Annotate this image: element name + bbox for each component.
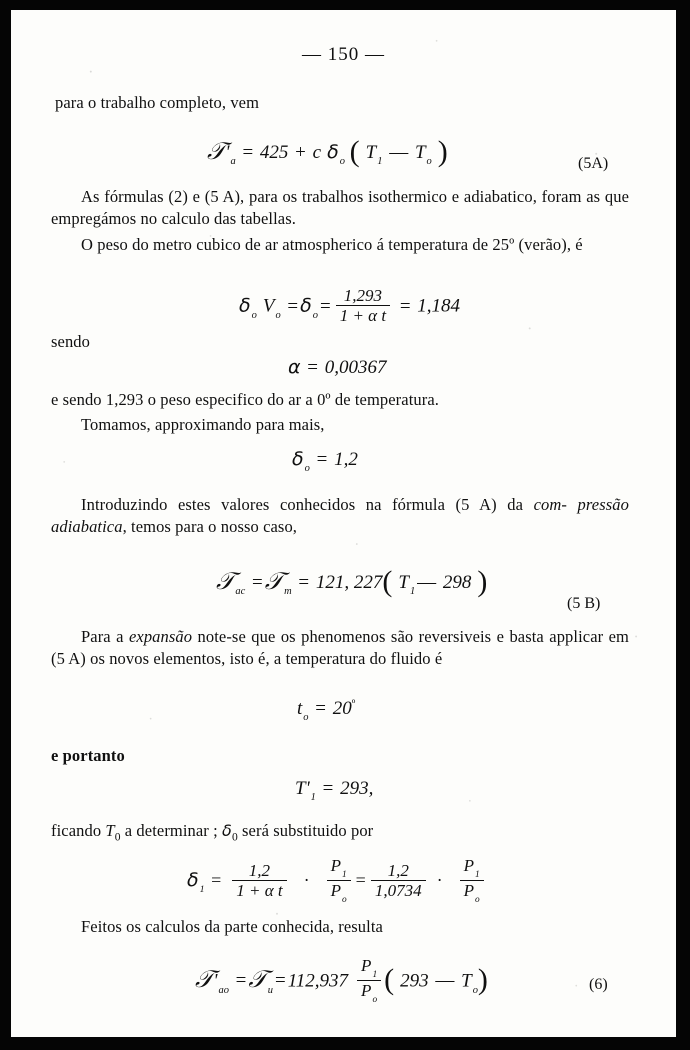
equation-t1-equals: = [322,778,334,799]
equation-alpha-value: 0,00367 [324,357,387,378]
equation-t0-subscript: o [303,712,309,724]
equation-alpha-lhs: α [288,356,301,378]
paragraph-feitos [51,916,629,938]
scanned-page [11,10,676,1037]
equation-6-num-subscript: 1 [372,969,378,980]
equation-6-den-p: P [361,980,372,1000]
equation-5a-equals: = [242,142,254,163]
equation-6 [195,958,488,1006]
paragraph-feitos-text: Feitos os calculos da parte conhecida, resulta [81,917,383,936]
equation-5b-paren-close: ) [477,565,488,598]
equation-delta-v-equals-2: = [319,295,331,317]
paragraph-formulas-line2: foram as que empregámos no calculo das tabellas. [51,187,629,228]
equation-5a-lhs-subscript: a [230,156,236,168]
equation-delta1-equals-2: = [355,870,366,891]
paragraph-introduzindo [51,494,629,537]
paragraph-ficando-text-b: a determinar ; [120,821,223,840]
paragraph-expansao-line2: applicar em (5 A) os novos elementos, isto é, a temperatura do fluido [51,627,629,668]
paragraph-intro [55,92,385,114]
equation-delta1-f4-num-p: P [463,856,474,875]
paragraph-intro-text: para o trabalho completo, vem [55,93,260,112]
equation-delta0-equals: = [316,449,328,470]
equation-5b-number: (5 B) [567,595,601,612]
equation-5a-t0-subscript: o [426,156,432,168]
equation-5b-equals-1: = [252,572,263,593]
equation-delta1-fraction-2 [327,857,351,905]
equation-6-mid-subscript: u [267,984,273,996]
equation-6-mid-symbol: 𝒯 [248,965,267,994]
paragraph-air-weight-line2: (verão), é [518,235,583,254]
paragraph-introduzindo-italic-1: com- [533,495,567,514]
equation-delta1-dot-2: · [436,870,443,891]
paragraph-e-portanto-text: e portanto [51,746,125,765]
equation-6-equals-2: = [274,970,286,992]
equation-5a-t0: T [414,142,426,163]
equation-t1-value: 293, [340,778,374,799]
equation-delta1-fraction-2-denominator [327,880,351,905]
paragraph-sendo-text: sendo [51,332,90,351]
equation-delta1-fraction-3 [371,862,426,900]
equation-delta-v-equals-3: = [399,295,411,317]
paragraph-sendo [51,331,251,353]
equation-5a-plus: + [295,142,306,163]
paragraph-e-portanto [51,745,301,767]
equation-6-den-subscript: o [372,994,378,1005]
equation-5a-delta-subscript: o [339,156,345,168]
equation-5a-c: c [312,142,322,163]
equation-delta-v-fraction [336,287,390,325]
equation-delta1-fraction-1 [232,862,286,900]
equation-6-lhs-subscript: ao [218,984,229,996]
equation-delta-v-v-subscript: o [275,310,281,322]
paragraph-ficando-delta: δ [222,821,232,840]
equation-5a-t1-subscript: 1 [377,156,383,168]
equation-t1-subscript: 1 [310,792,316,804]
equation-5b-coefficient: 121, 227 [315,572,383,593]
equation-t1 [295,778,373,803]
equation-delta0-subscript: o [304,463,310,475]
equation-5a-minus: — [389,142,409,163]
equation-t0 [297,698,355,723]
equation-5b [216,562,487,597]
paragraph-ficando-text-a: ficando [51,821,106,840]
paragraph-introduzindo-italic-2: pressão adiabatica [51,495,629,536]
paragraph-expansao-line3: é [434,648,443,668]
equation-delta1-f4-den-p: P [463,880,474,900]
paragraph-formulas-line1: As fórmulas (2) e (5 A), para os trabalhos isothermico e adiabatico, [81,187,537,206]
equation-5a [207,132,448,167]
equation-delta-v [239,288,460,326]
equation-delta0-value: 1,2 [334,449,358,470]
paragraph-introduzindo-line1: Introduzindo estes valores conhecidos na fórmula (5 A) da [81,495,534,514]
paragraph-air-weight [51,234,629,256]
equation-6-num-p: P [361,956,372,975]
paragraph-formulas [51,186,629,229]
equation-delta-v-equals-1: = [287,295,299,317]
equation-6-number: (6) [589,976,608,993]
equation-delta0-delta: δ [292,448,304,470]
equation-delta1-f2-num-subscript: 1 [341,869,347,880]
equation-6-coefficient: 112,937 [287,970,349,992]
paragraph-ficando-t-subscript: 0 [114,831,121,844]
equation-6-equals-1: = [235,970,247,992]
equation-t1-prime: ' [305,778,310,799]
equation-6-fraction-denominator [357,980,381,1005]
equation-5b-t1-subscript: 1 [409,586,416,598]
equation-delta-v-v: V [262,295,275,317]
equation-6-constant: 293 [400,970,429,992]
equation-delta1-f2-num-p: P [330,856,341,875]
equation-delta1-f4-den-subscript: o [474,894,480,905]
equation-5a-lhs-prime: ' [225,142,230,163]
page-content [11,10,676,1037]
equation-delta1-dot-1: · [303,870,310,891]
equation-5a-t1: T [365,142,377,163]
equation-delta1-f2-den-subscript: o [341,894,347,905]
equation-6-t0-subscript: o [472,984,478,996]
equation-delta1-equals-1: = [211,870,222,891]
equation-5b-lhs-symbol: 𝒯 [216,567,235,595]
equation-delta-v-fraction-numerator: 1,293 [343,286,383,305]
equation-5b-minus: — [417,572,437,593]
equation-delta-v-delta: δ [239,294,251,317]
equation-t0-value: 20 [332,698,352,719]
paragraph-expansao-text-b: note-se que os phenomenos são reversiveis e basta [192,627,544,646]
equation-t0-t: t [297,698,303,719]
paragraph-ficando [51,820,629,849]
equation-delta1-subscript: 1 [199,884,205,896]
paragraph-expansao [51,626,629,669]
equation-delta1-f4-num-subscript: 1 [474,869,480,880]
equation-alpha-equals: = [307,357,318,378]
equation-5b-paren-open: ( [382,565,393,598]
paragraph-tomamos-text: Tomamos, approximando para mais, [81,415,325,434]
equation-5b-mid-symbol: 𝒯 [264,567,284,595]
equation-t0-degree: º [351,698,356,711]
equation-5a-delta: δ [327,141,339,163]
page-number: — 150 — [302,44,385,65]
equation-delta1-fraction-4-denominator [460,880,484,905]
equation-5b-mid-subscript: m [284,586,292,598]
equation-delta0 [292,448,358,474]
equation-delta-v-delta-subscript: o [251,310,257,322]
paragraph-ficando-delta-subscript: 0 [231,831,238,844]
equation-t1-t: T [295,778,306,799]
equation-5a-paren-close: ) [437,135,448,168]
equation-delta1-fraction-4-numerator [460,857,484,880]
paragraph-introduzindo-line2: , temos para o nosso caso, [122,516,298,536]
equation-delta1-fraction-1-numerator: 1,2 [248,860,271,880]
paragraph-expansao-italic: expansão [128,627,193,646]
equation-delta1 [187,858,487,906]
equation-6-lhs-prime: ' [213,970,218,992]
equation-t0-equals: = [315,698,326,719]
equation-5b-t1: T [398,572,409,593]
equation-5a-constant: 425 [259,142,289,163]
equation-6-pressure-fraction [357,957,381,1005]
equation-delta-v-result: 1,184 [417,295,461,317]
equation-alpha [288,356,387,379]
equation-delta1-f2-den-p: P [330,880,341,900]
equation-6-paren-open: ( [384,963,395,997]
equation-6-t0: T [461,970,472,992]
equation-delta1-fraction-3-numerator: 1,2 [387,860,409,880]
equation-delta1-fraction-2-numerator [327,857,351,880]
equation-6-paren-close: ) [477,963,488,997]
paragraph-specific-weight-text: e sendo 1,293 o peso especifico do ar a 0º de temperatura. [51,390,439,409]
equation-5a-lhs-symbol: 𝒯 [207,137,226,165]
equation-5a-number: (5A) [578,155,609,172]
equation-delta-v-delta-2: δ [300,294,312,317]
equation-6-lhs-symbol: 𝒯 [195,965,214,994]
paragraph-specific-weight [51,389,629,411]
paragraph-ficando-t: T [105,821,115,840]
equation-delta1-fraction-1-denominator: 1 + α t [232,880,286,900]
equation-6-minus: — [435,970,455,992]
paragraph-air-weight-line1: O peso do metro cubico de ar atmospherico á temperatura de 25º [81,235,515,254]
equation-delta1-delta: δ [187,869,199,892]
equation-5b-constant: 298 [442,572,472,593]
equation-delta-v-delta-2-subscript: o [312,310,318,322]
equation-delta1-fraction-4 [460,857,484,905]
equation-5b-equals-2: = [298,572,310,593]
equation-5a-paren-open: ( [349,135,360,168]
equation-5b-lhs-subscript: ac [235,586,246,598]
paragraph-tomamos [51,414,629,436]
paragraph-ficando-text-c: será substituido por [237,821,374,840]
paragraph-expansao-text-a: Para a [81,627,129,646]
equation-6-fraction-numerator [357,957,381,980]
equation-delta-v-fraction-denominator: 1 + α t [336,305,390,325]
equation-delta1-fraction-3-denominator: 1,0734 [371,880,426,900]
